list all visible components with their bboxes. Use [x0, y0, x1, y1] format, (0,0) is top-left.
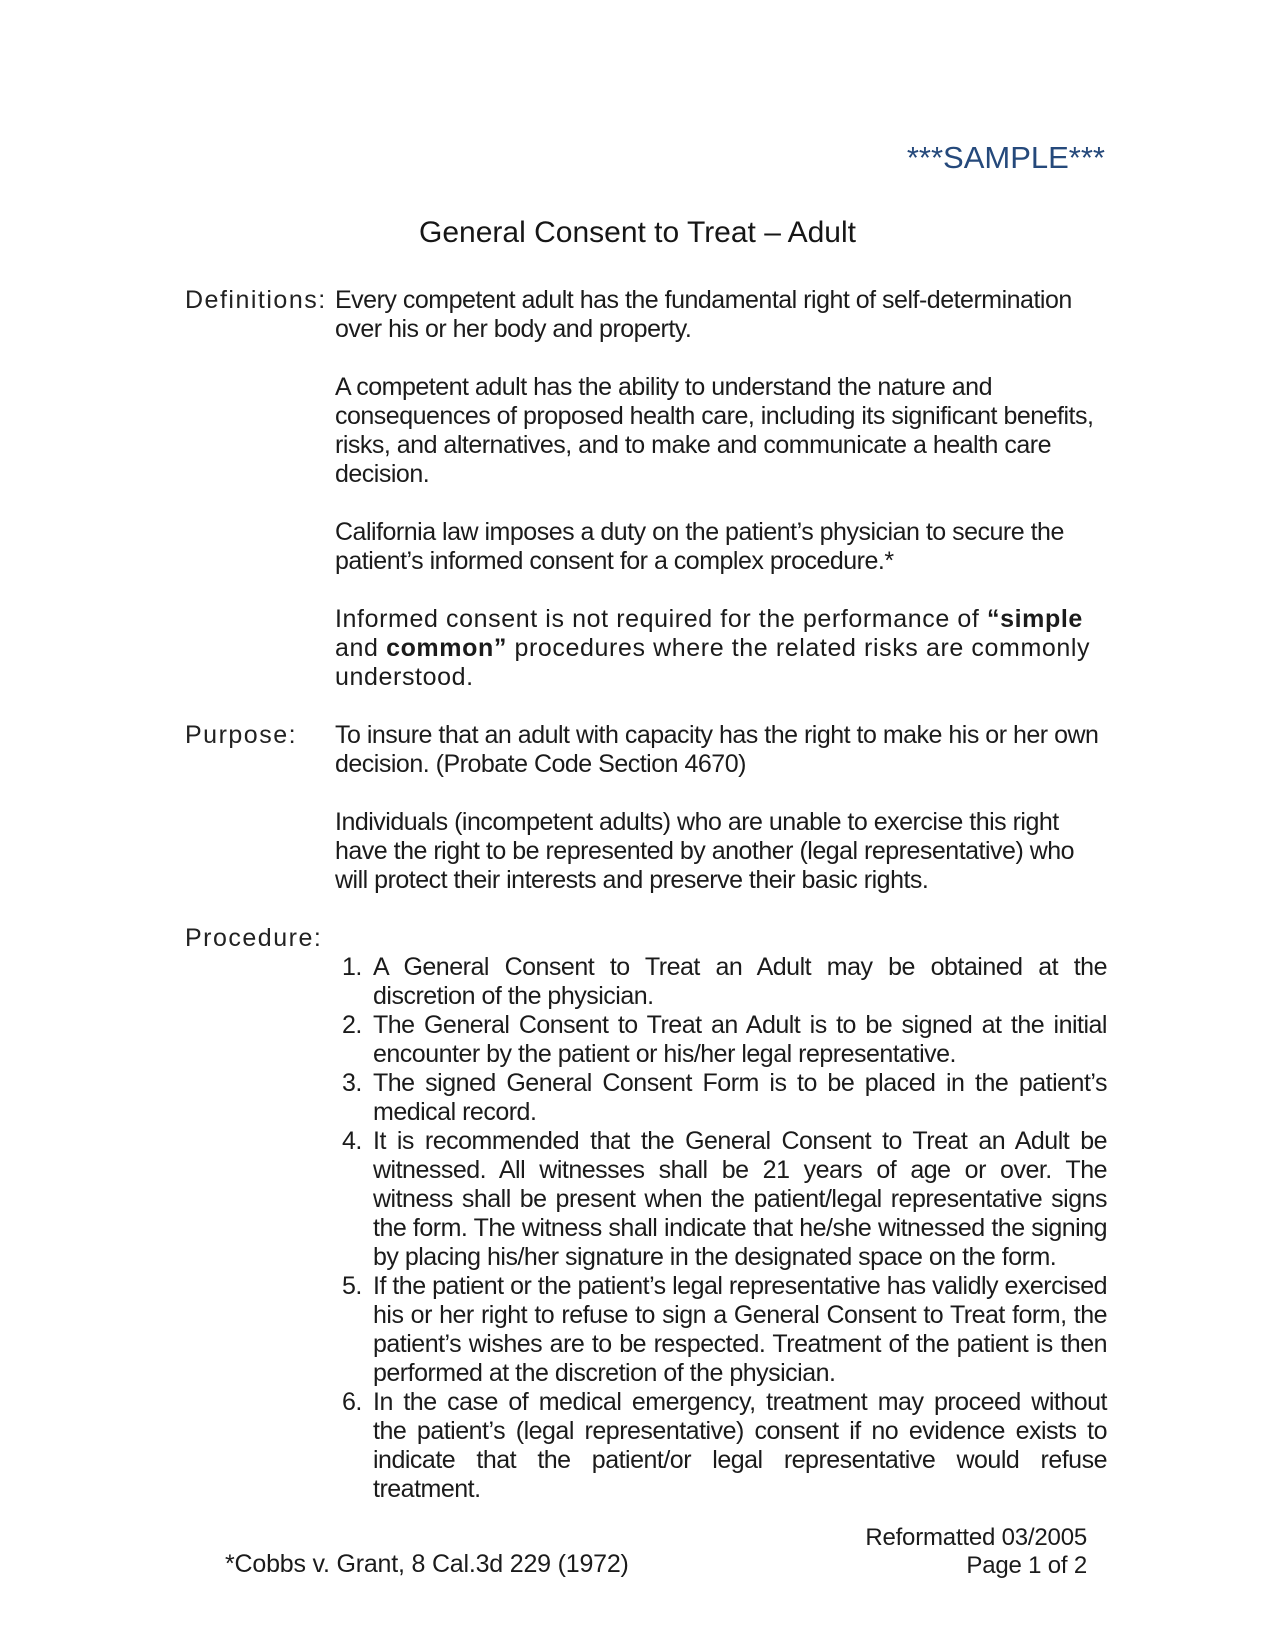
- purpose-label: Purpose:: [185, 721, 298, 749]
- procedure-item-text: In the case of medical emergency, treatment may proceed without the patient’s (legal representative) consent if no evidence exists to indicate that the patient/or legal representative would refuse treatment.: [373, 1388, 1107, 1503]
- page-footer: [865, 1524, 1087, 1580]
- procedure-item-number: 4.: [342, 1127, 362, 1155]
- procedure-item-number: 5.: [342, 1272, 362, 1300]
- procedure-item-text: A General Consent to Treat an Adult may be obtained at the discretion of the physician.: [373, 953, 1107, 1010]
- footnote-citation: *Cobbs v. Grant, 8 Cal.3d 229 (1972): [225, 1550, 629, 1578]
- definitions-paragraph-1: Every competent adult has the fundamental right of self-determination over his or her body and property.: [335, 286, 1072, 343]
- text-segment: Informed consent is not required for the performance of: [335, 605, 987, 633]
- procedure-item-text: The General Consent to Treat an Adult is to be signed at the initial encounter by the patient or his/her legal representative.: [373, 1011, 1107, 1068]
- procedure-item-text: The signed General Consent Form is to be placed in the patient’s medical record.: [373, 1069, 1107, 1126]
- procedure-item: [335, 1069, 1107, 1127]
- procedure-item: [335, 1388, 1107, 1504]
- bold-text: common”: [386, 634, 507, 662]
- document-body: [185, 251, 1107, 1579]
- procedure-item: [335, 953, 1107, 1011]
- definitions-paragraph-3: California law imposes a duty on the patient’s physician to secure the patient’s informed consent for a complex procedure.*: [335, 518, 1064, 575]
- procedure-item-number: 1.: [342, 953, 362, 981]
- sample-watermark: ***SAMPLE***: [906, 140, 1105, 175]
- procedure-label: Procedure:: [185, 924, 323, 952]
- purpose-paragraph-2: Individuals (incompetent adults) who are unable to exercise this right have the right to be represented by another (legal representative) who will protect their interests and preserve their basic rights.: [335, 808, 1075, 894]
- procedure-item-text: If the patient or the patient’s legal representative has validly exercised his or her right to refuse to sign a General Consent to Treat form, the patient’s wishes are to be respected. Treatment of the patient is then performed at the discretion of the physician.: [373, 1272, 1107, 1387]
- procedure-item-number: 3.: [342, 1069, 362, 1097]
- procedure-list: [335, 924, 1107, 1504]
- footer-reformatted-date: Reformatted 03/2005: [865, 1524, 1087, 1551]
- text-segment: procedures where the related risks are commonly understood.: [335, 634, 1091, 691]
- definitions-paragraph-2: A competent adult has the ability to understand the nature and consequences of proposed health care, including its significant benefits, risks, and alternatives, and to make and communicate a health care decision.: [335, 373, 1094, 488]
- procedure-item-number: 6.: [342, 1388, 362, 1416]
- procedure-item: [335, 1272, 1107, 1388]
- procedure-section: [185, 924, 1107, 1504]
- bold-text: “simple: [986, 605, 1083, 633]
- definitions-text: [335, 286, 1107, 692]
- purpose-section: [185, 721, 1107, 895]
- procedure-item-number: 2.: [342, 1011, 362, 1039]
- document-title: General Consent to Treat – Adult: [419, 216, 856, 249]
- definitions-label: Definitions:: [185, 286, 327, 314]
- purpose-text: [335, 721, 1107, 895]
- procedure-item: [335, 1127, 1107, 1272]
- footer-page-number: Page 1 of 2: [966, 1552, 1087, 1579]
- definitions-paragraph-4: [335, 605, 1107, 692]
- purpose-paragraph-1: To insure that an adult with capacity has the right to make his or her own decision. (Probate Code Section 4670): [335, 721, 1099, 778]
- procedure-item-text: It is recommended that the General Consent to Treat an Adult be witnessed. All witnesses shall be 21 years of age or over. The witness shall be present when the patient/legal representative signs the form. The witness shall indicate that he/she witnessed the signing by placing his/her signature in the designated space on the form.: [373, 1127, 1107, 1271]
- text-segment: and: [335, 634, 387, 662]
- procedure-item: [335, 1011, 1107, 1069]
- definitions-section: [185, 286, 1107, 692]
